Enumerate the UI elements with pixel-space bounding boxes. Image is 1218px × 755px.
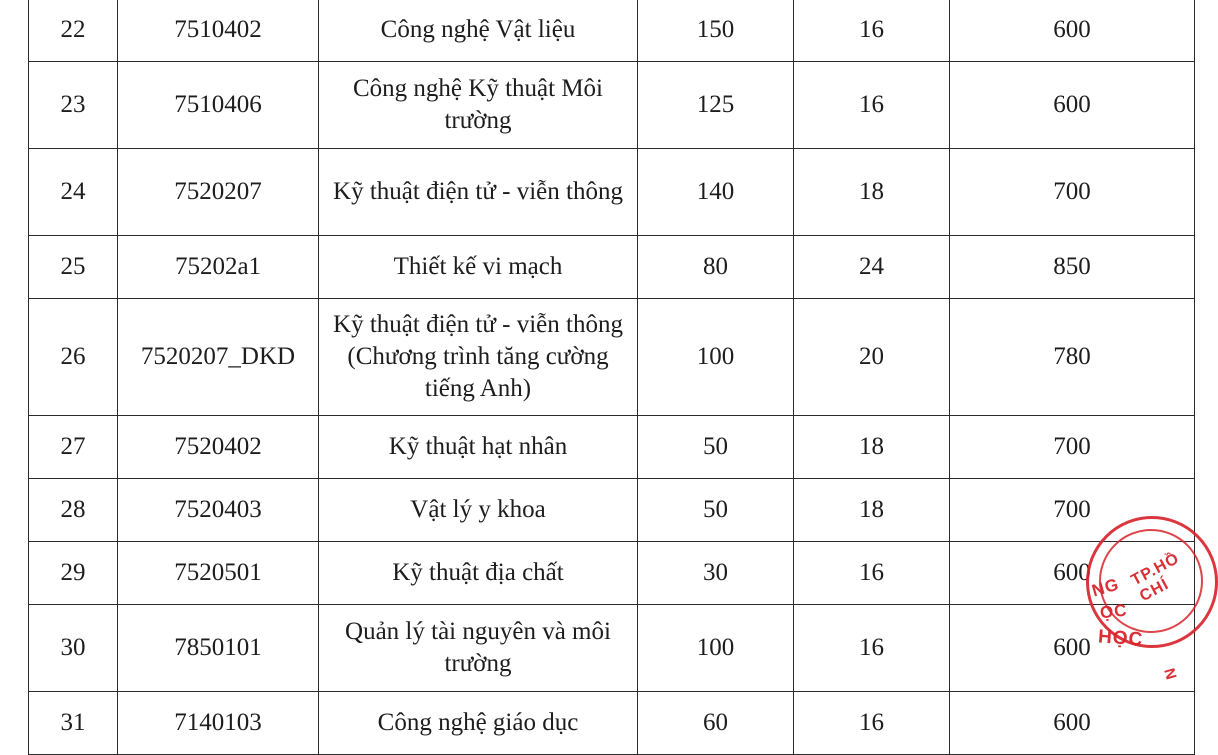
cell-quota: 50 xyxy=(638,416,794,479)
table-row xyxy=(29,149,1195,236)
cell-code: 7520403 xyxy=(118,479,319,542)
table-row xyxy=(29,62,1195,149)
cell-code: 7510406 xyxy=(118,62,319,149)
cell-fee: 600 xyxy=(950,542,1195,605)
cell-stt: 31 xyxy=(29,692,118,755)
cell-quota: 125 xyxy=(638,62,794,149)
cell-quota: 100 xyxy=(638,605,794,692)
cell-credits: 18 xyxy=(794,479,950,542)
cell-code: 7520402 xyxy=(118,416,319,479)
seal-text-line-5: N xyxy=(1160,666,1180,683)
cell-credits: 16 xyxy=(794,542,950,605)
cell-code: 7850101 xyxy=(118,605,319,692)
cell-code: 7520207 xyxy=(118,149,319,236)
cell-quota: 60 xyxy=(638,692,794,755)
cell-credits: 16 xyxy=(794,0,950,62)
cell-fee: 600 xyxy=(950,62,1195,149)
cell-stt: 28 xyxy=(29,479,118,542)
cell-name: Thiết kế vi mạch xyxy=(319,236,638,299)
cell-quota: 30 xyxy=(638,542,794,605)
cell-fee: 600 xyxy=(950,0,1195,62)
cell-code: 7520207_DKD xyxy=(118,299,319,416)
cell-fee: 850 xyxy=(950,236,1195,299)
seal-text-line-2: NG xyxy=(1089,574,1122,601)
cell-code: 7520501 xyxy=(118,542,319,605)
cell-quota: 140 xyxy=(638,149,794,236)
cell-code: 7510402 xyxy=(118,0,319,62)
cell-name: Kỹ thuật điện tử - viễn thông (Chương trình tăng cường tiếng Anh) xyxy=(319,299,638,416)
cell-name: Công nghệ Vật liệu xyxy=(319,0,638,62)
table-row xyxy=(29,542,1195,605)
cell-stt: 25 xyxy=(29,236,118,299)
cell-credits: 16 xyxy=(794,62,950,149)
cell-quota: 100 xyxy=(638,299,794,416)
cell-code: 7140103 xyxy=(118,692,319,755)
table-row xyxy=(29,479,1195,542)
cell-fee: 600 xyxy=(950,692,1195,755)
cell-fee: 780 xyxy=(950,299,1195,416)
cell-fee: 700 xyxy=(950,149,1195,236)
cell-quota: 150 xyxy=(638,0,794,62)
cell-stt: 27 xyxy=(29,416,118,479)
cell-stt: 26 xyxy=(29,299,118,416)
cell-credits: 18 xyxy=(794,416,950,479)
table-row xyxy=(29,416,1195,479)
seal-text-line-4: HỌC xyxy=(1097,626,1144,651)
cell-quota: 50 xyxy=(638,479,794,542)
cell-name: Quản lý tài nguyên và môi trường xyxy=(319,605,638,692)
seal-text-line-3: ỌC xyxy=(1099,600,1129,623)
table-row xyxy=(29,0,1195,62)
cell-stt: 24 xyxy=(29,149,118,236)
cell-credits: 16 xyxy=(794,692,950,755)
cell-credits: 18 xyxy=(794,149,950,236)
admission-quota-table xyxy=(28,0,1195,755)
cell-code: 75202a1 xyxy=(118,236,319,299)
cell-stt: 30 xyxy=(29,605,118,692)
cell-stt: 29 xyxy=(29,542,118,605)
cell-fee: 700 xyxy=(950,479,1195,542)
table-body xyxy=(29,0,1195,755)
seal-text-line-1: TP.HỒ CHÍ xyxy=(1128,549,1183,606)
cell-quota: 80 xyxy=(638,236,794,299)
cell-name: Công nghệ giáo dục xyxy=(319,692,638,755)
cell-credits: 16 xyxy=(794,605,950,692)
table-row xyxy=(29,692,1195,755)
cell-name: Kỹ thuật hạt nhân xyxy=(319,416,638,479)
cell-name: Công nghệ Kỹ thuật Môi trường xyxy=(319,62,638,149)
cell-stt: 23 xyxy=(29,62,118,149)
table-row xyxy=(29,236,1195,299)
cell-fee: 600 xyxy=(950,605,1195,692)
cell-credits: 20 xyxy=(794,299,950,416)
cell-name: Kỹ thuật địa chất xyxy=(319,542,638,605)
cell-credits: 24 xyxy=(794,236,950,299)
table-row xyxy=(29,605,1195,692)
table-row xyxy=(29,299,1195,416)
cell-fee: 700 xyxy=(950,416,1195,479)
cell-name: Kỹ thuật điện tử - viễn thông xyxy=(319,149,638,236)
cell-name: Vật lý y khoa xyxy=(319,479,638,542)
cell-stt: 22 xyxy=(29,0,118,62)
